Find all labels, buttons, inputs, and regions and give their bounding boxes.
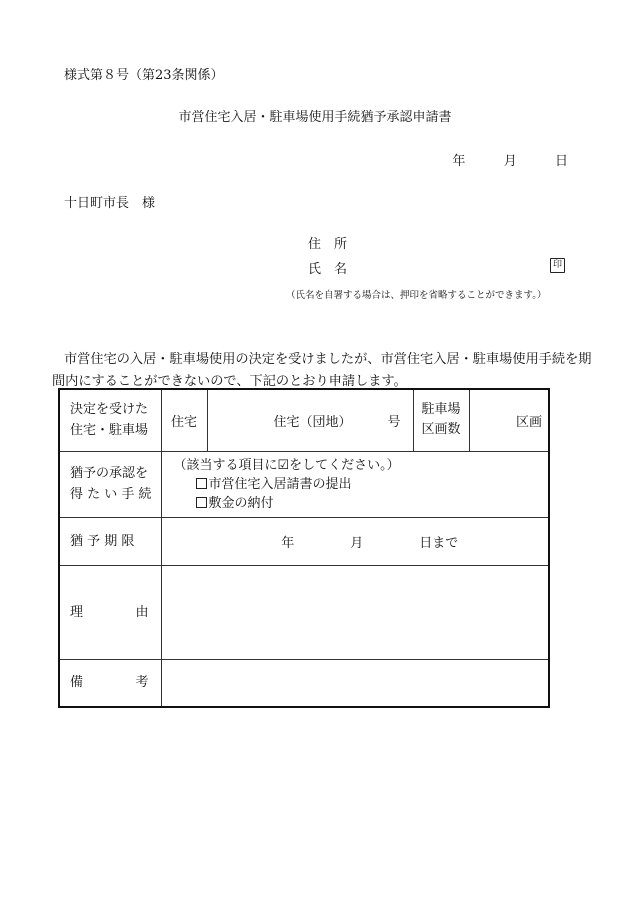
parking-label: 駐車場 区画数	[413, 389, 469, 451]
period-row	[59, 517, 549, 565]
period-label: 猶 予 期 限	[59, 517, 161, 565]
housing-field[interactable]	[207, 389, 413, 451]
remarks-field[interactable]	[161, 659, 549, 707]
housing-complex-label: 住宅（団地）	[273, 414, 352, 430]
reason-field[interactable]	[161, 565, 549, 659]
reason-row	[59, 565, 549, 659]
checkbox-icon[interactable]	[196, 497, 207, 508]
period-year-label: 年	[281, 535, 295, 551]
reason-label: 理 由	[59, 565, 161, 659]
date-year-label: 年	[452, 154, 466, 169]
option-deposit-payment[interactable]: 敷金の納付	[174, 494, 549, 513]
period-until-label: 日まで	[419, 535, 459, 551]
procedure-label: 猶予の承認を 得 た い 手 続	[59, 451, 161, 517]
period-month-label: 月	[350, 535, 364, 551]
decision-row	[59, 389, 549, 451]
date-day-label: 日	[554, 154, 568, 169]
application-statement: 市営住宅の入居・駐車場使用の決定を受けましたが、市営住宅入居・駐車場使用手続を期間内にすることができないので、下記のとおり申請します。	[52, 352, 592, 389]
applicant-address-label: 住 所	[308, 237, 348, 252]
procedure-instruction: （該当する項目に☑をしてください。）	[173, 457, 400, 473]
parking-section-field[interactable]	[469, 389, 549, 451]
checkbox-icon[interactable]	[196, 478, 207, 489]
application-table	[58, 388, 550, 708]
remarks-row	[59, 659, 549, 707]
period-field[interactable]	[161, 517, 549, 565]
parking-section-suffix: 区画	[515, 414, 542, 430]
housing-label: 住宅	[161, 389, 207, 451]
signature-note: （氏名を自署する場合は、押印を省略することができます。）	[286, 290, 547, 301]
applicant-name-label: 氏 名	[308, 262, 348, 277]
decision-label: 決定を受けた 住宅・駐車場	[59, 389, 161, 451]
procedure-options	[161, 451, 549, 517]
option-lease-submission[interactable]: 市営住宅入居請書の提出	[174, 475, 549, 494]
procedure-row	[59, 451, 549, 517]
seal-mark: 印	[550, 258, 565, 273]
date-month-label: 月	[503, 154, 517, 169]
housing-number-suffix: 号	[387, 414, 401, 430]
submission-date	[452, 150, 568, 169]
remarks-label: 備 考	[59, 659, 161, 707]
form-number: 様式第８号（第23条関係）	[64, 68, 224, 83]
form-title: 市営住宅入居・駐車場使用手続猶予承認申請書	[178, 110, 452, 125]
addressee: 十日町市長 様	[64, 196, 156, 211]
